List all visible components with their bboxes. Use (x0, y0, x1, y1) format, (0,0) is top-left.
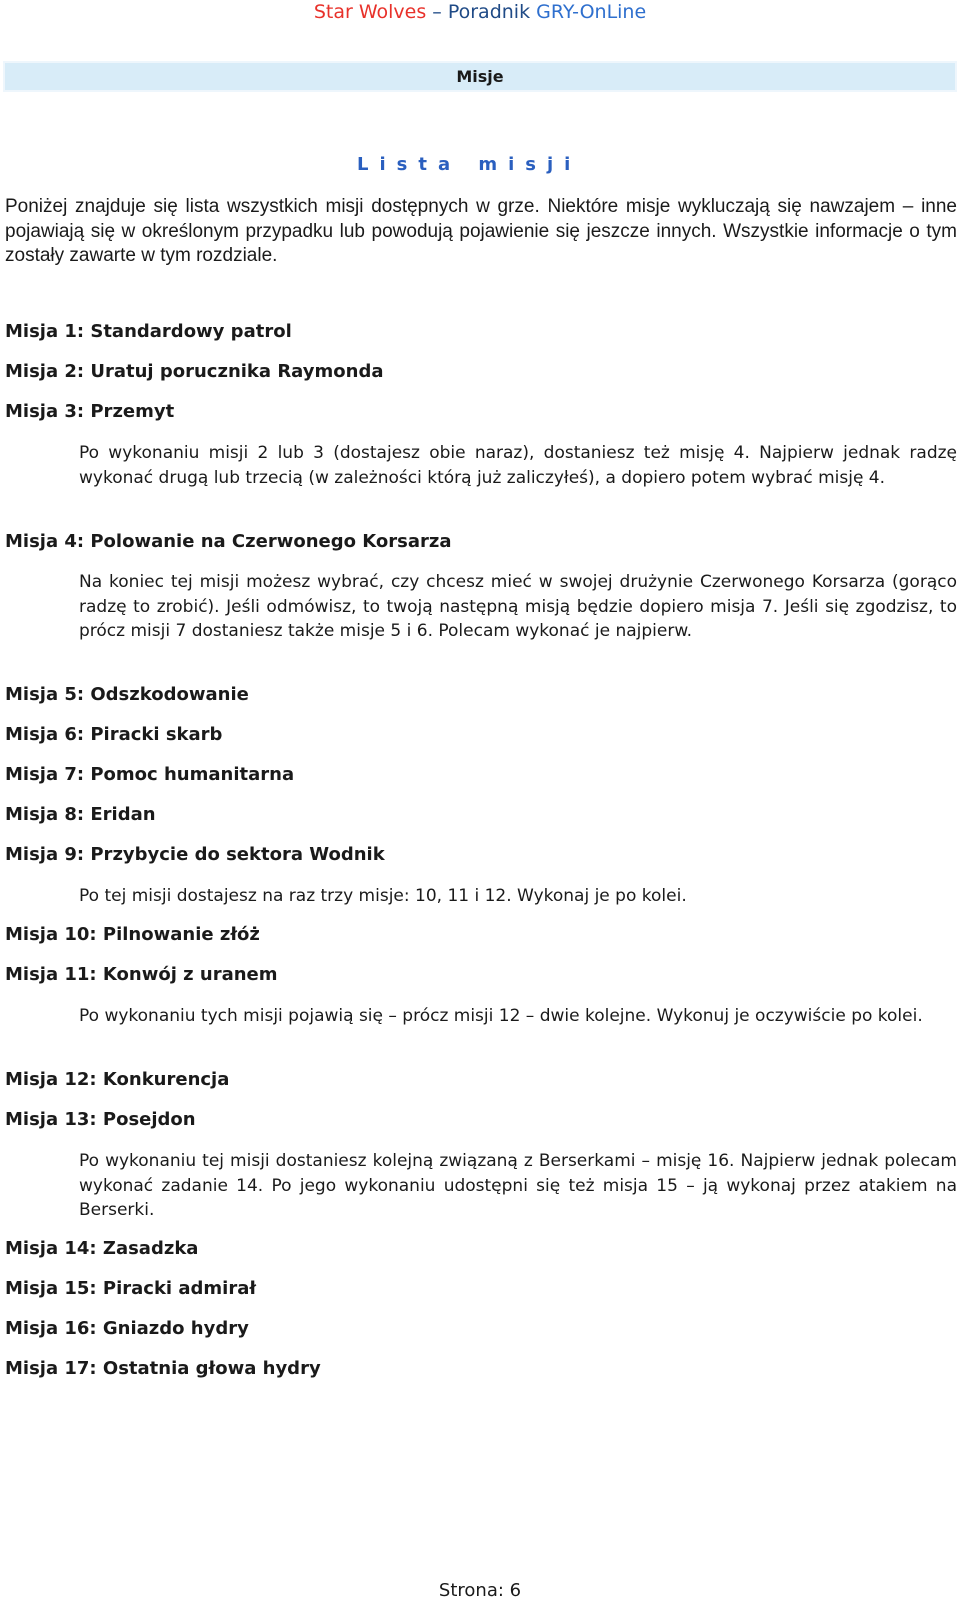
mission-heading: Misja 12: Konkurencja (5, 1069, 230, 1090)
mission-heading: Misja 2: Uratuj porucznika Raymonda (5, 361, 384, 382)
section-title: Lista misji (357, 154, 582, 175)
header-game-title: Star Wolves (313, 1, 427, 23)
mission-note: Na koniec tej misji możesz wybrać, czy chcesz mieć w swojej drużynie Czerwonego Korsarza (gorąco radzę to zrobić). Jeśli odmówisz, to twoją następną misją będzie dopiero misja 7. Jeśli się zgodzisz, to prócz misji 7 dostaniesz także misje 5 i 6. Polecam wykonać je najpierw. (79, 572, 957, 641)
mission-heading: Misja 15: Piracki admirał (5, 1278, 257, 1299)
mission-heading: Misja 5: Odszkodowanie (5, 684, 249, 705)
mission-heading: Misja 16: Gniazdo hydry (5, 1318, 249, 1339)
mission-heading: Misja 11: Konwój z uranem (5, 964, 278, 985)
mission-heading: Misja 17: Ostatnia głowa hydry (5, 1358, 321, 1379)
mission-note: Po wykonaniu misji 2 lub 3 (dostajesz obie naraz), dostaniesz też misję 4. Najpierw jednak radzę wykonać drugą lub trzecią (w zależności którą już zaliczyłeś), a dopiero potem wybrać misję 4. (79, 443, 957, 488)
mission-heading: Misja 14: Zasadzka (5, 1238, 199, 1259)
section-banner: Misje (3, 61, 957, 92)
mission-heading: Misja 10: Pilnowanie złóż (5, 924, 260, 945)
mission-note: Po wykonaniu tej misji dostaniesz kolejną związaną z Berserkami – misję 16. Najpierw jednak polecam wykonać zadanie 14. Po jego wykonaniu udostępni się też misja 15 – ją wykonaj przez atakiem na Berserki. (79, 1151, 957, 1220)
mission-heading: Misja 4: Polowanie na Czerwonego Korsarza (5, 531, 452, 552)
intro-paragraph: Poniżej znajduje się lista wszystkich misji dostępnych w grze. Niektóre misje wykluczają się nawzajem – inne pojawiają się w określonym przypadku lub powodują pojawienie się jeszcze innych. Wszystkie informacje o tym zostały zawarte w tym rozdziale. (5, 196, 957, 266)
mission-note: Po wykonaniu tych misji pojawią się – prócz misji 12 – dwie kolejne. Wykonuj je oczywiście po kolei. (79, 1006, 923, 1026)
header-site-name: GRY-OnLine (536, 1, 647, 23)
mission-heading: Misja 9: Przybycie do sektora Wodnik (5, 844, 385, 865)
mission-heading: Misja 13: Posejdon (5, 1109, 196, 1130)
page-header (0, 0, 960, 24)
mission-heading: Misja 7: Pomoc humanitarna (5, 764, 295, 785)
mission-heading: Misja 1: Standardowy patrol (5, 321, 292, 342)
header-separator: – (426, 1, 448, 23)
mission-heading: Misja 8: Eridan (5, 804, 156, 825)
mission-heading: Misja 6: Piracki skarb (5, 724, 223, 745)
page-number: Strona: 6 (438, 1580, 522, 1601)
mission-note: Po tej misji dostajesz na raz trzy misje: 10, 11 i 12. Wykonaj je po kolei. (79, 886, 687, 906)
mission-heading: Misja 3: Przemyt (5, 401, 175, 422)
header-guide-label: Poradnik (447, 1, 537, 23)
